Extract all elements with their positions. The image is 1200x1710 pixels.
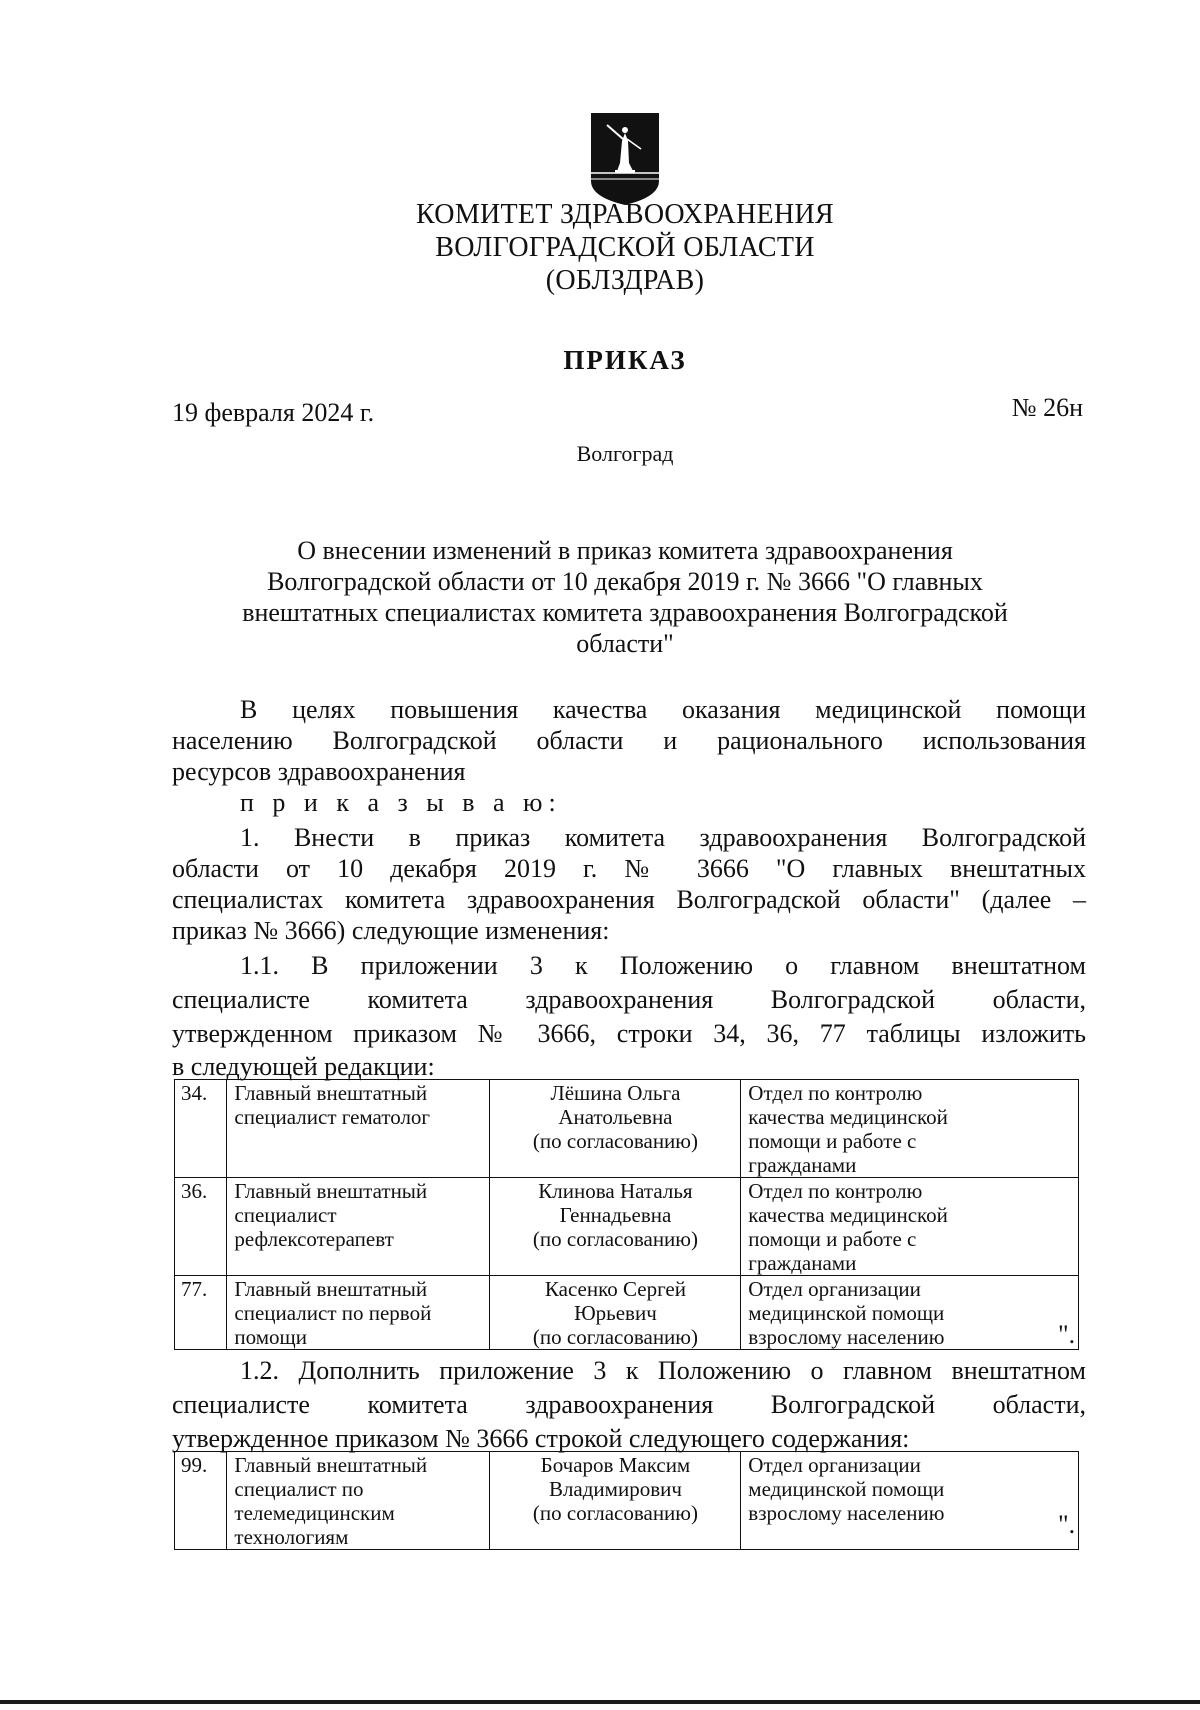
position-cell [227, 1276, 489, 1350]
order-date: 19 февраля 2024 г. [172, 398, 375, 427]
department-cell [741, 1080, 1079, 1178]
table-row [175, 1452, 1079, 1550]
cell-line: гражданами [748, 1251, 857, 1275]
cell-line: взрослому населению [748, 1325, 945, 1349]
paragraph-1-2-line: 1.2. Дополнить приложение 3 к Положению о главном внештатном [240, 1356, 1086, 1385]
paragraph-1-line: области от 10 декабря 2019 г. № 3666 "О главных внештатных [172, 854, 1086, 883]
table-row [175, 1276, 1079, 1350]
cell-line: Главный внештатный [234, 1277, 428, 1301]
cell-line: Бочаров Максим [540, 1453, 691, 1477]
cell-line: Клинова Наталья [538, 1179, 693, 1203]
cell-line: Главный внештатный [234, 1179, 428, 1203]
specialists-table-amended-rows [174, 1079, 1079, 1350]
org-name-line-1: КОМИТЕТ ЗДРАВООХРАНЕНИЯ [416, 199, 834, 230]
paragraph-1-1-line: специалисте комитета здравоохранения Волгоградской области, [172, 985, 1086, 1014]
subject-line: области" [576, 629, 674, 658]
cell-line: технологиям [234, 1525, 349, 1549]
paragraph-1-line: 1. Внести в приказ комитета здравоохранения Волгоградской [240, 823, 1086, 852]
table-row [175, 1178, 1079, 1276]
preamble-line: В целях повышения качества оказания медицинской помощи [240, 695, 1086, 724]
paragraph-1-1-line: утвержденном приказом № 3666, строки 34, 36, 77 таблицы изложить [172, 1019, 1086, 1048]
paragraph-1-line: специалистах комитета здравоохранения Волгоградской области" (далее – [172, 885, 1086, 914]
cell-line: Отдел организации [748, 1277, 921, 1301]
cell-line: качества медицинской [748, 1203, 948, 1227]
person-cell [489, 1452, 741, 1550]
cell-line: Касенко Сергей [544, 1277, 686, 1301]
table-row [175, 1080, 1079, 1178]
cell-line: медицинской помощи [748, 1477, 945, 1501]
paragraph-1-1-line: в следующей редакции: [172, 1052, 435, 1081]
cell-line: рефлексотерапевт [234, 1227, 394, 1251]
cell-line: специалист [234, 1203, 337, 1227]
department-cell [741, 1276, 1079, 1350]
row-number: 77. [175, 1276, 227, 1350]
cell-line: специалист по первой [234, 1301, 432, 1325]
cell-line: Отдел организации [748, 1453, 921, 1477]
preamble-line: населению Волгоградской области и рационального использования [172, 726, 1086, 755]
closing-quote: ". [1058, 1510, 1076, 1539]
cell-line: телемедицинским [234, 1501, 395, 1525]
specialists-table-new-row [174, 1451, 1079, 1550]
document-type-title: ПРИКАЗ [563, 345, 687, 375]
closing-quote: ". [1058, 1320, 1076, 1349]
cell-line: специалист гематолог [234, 1105, 431, 1129]
cell-line: помощи [234, 1325, 307, 1349]
row-number: 99. [175, 1452, 227, 1550]
org-abbreviation: (ОБЛЗДРАВ) [545, 265, 705, 296]
preamble-line: ресурсов здравоохранения [172, 757, 466, 786]
org-name-line-2: ВОЛГОГРАДСКОЙ ОБЛАСТИ [435, 232, 815, 263]
subject-line: Волгоградской области от 10 декабря 2019 г. № 3666 "О главных [267, 567, 983, 596]
row-number: 36. [175, 1178, 227, 1276]
page-bottom-edge [0, 1700, 1200, 1704]
cell-line: Юрьевич [574, 1301, 657, 1325]
cell-line: помощи и работе с [748, 1227, 917, 1251]
cell-line: качества медицинской [748, 1105, 948, 1129]
cell-line: Лёшина Ольга [550, 1081, 681, 1105]
cell-line: Владимирович [548, 1477, 682, 1501]
order-directive: п р и к а з ы в а ю: [240, 788, 562, 817]
coat-of-arms-emblem [589, 111, 661, 207]
cell-line: (по согласованию) [532, 1325, 698, 1349]
cell-line: (по согласованию) [532, 1129, 698, 1153]
order-city: Волгоград [576, 441, 674, 466]
cell-line: гражданами [748, 1153, 857, 1177]
cell-line: (по согласованию) [532, 1227, 698, 1251]
person-cell [489, 1276, 741, 1350]
paragraph-1-2-line: специалисте комитета здравоохранения Волгоградской области, [172, 1390, 1086, 1419]
department-cell [741, 1178, 1079, 1276]
subject-line: О внесении изменений в приказ комитета здравоохранения [297, 536, 953, 565]
cell-line: специалист по [234, 1477, 364, 1501]
paragraph-1-2-line: утвержденное приказом № 3666 строкой следующего содержания: [172, 1424, 910, 1453]
cell-line: Отдел по контролю [748, 1179, 923, 1203]
position-cell [227, 1178, 489, 1276]
cell-line: взрослому населению [748, 1501, 945, 1525]
cell-line: Главный внештатный [234, 1081, 428, 1105]
cell-line: Отдел по контролю [748, 1081, 923, 1105]
order-number: № 26н [1011, 393, 1083, 422]
order-subject [195, 535, 1055, 659]
subject-line: внештатных специалистах комитета здравоохранения Волгоградской [242, 598, 1008, 627]
person-cell [489, 1080, 741, 1178]
cell-line: Геннадьевна [559, 1203, 672, 1227]
person-cell [489, 1178, 741, 1276]
cell-line: (по согласованию) [532, 1501, 698, 1525]
row-number: 34. [175, 1080, 227, 1178]
position-cell [227, 1452, 489, 1550]
cell-line: Главный внештатный [234, 1453, 428, 1477]
paragraph-1-1-line: 1.1. В приложении 3 к Положению о главном внештатном [240, 951, 1086, 980]
cell-line: медицинской помощи [748, 1301, 945, 1325]
position-cell [227, 1080, 489, 1178]
department-cell [741, 1452, 1079, 1550]
cell-line: помощи и работе с [748, 1129, 917, 1153]
cell-line: Анатольевна [558, 1105, 673, 1129]
paragraph-1-line: приказ № 3666) следующие изменения: [172, 916, 610, 945]
